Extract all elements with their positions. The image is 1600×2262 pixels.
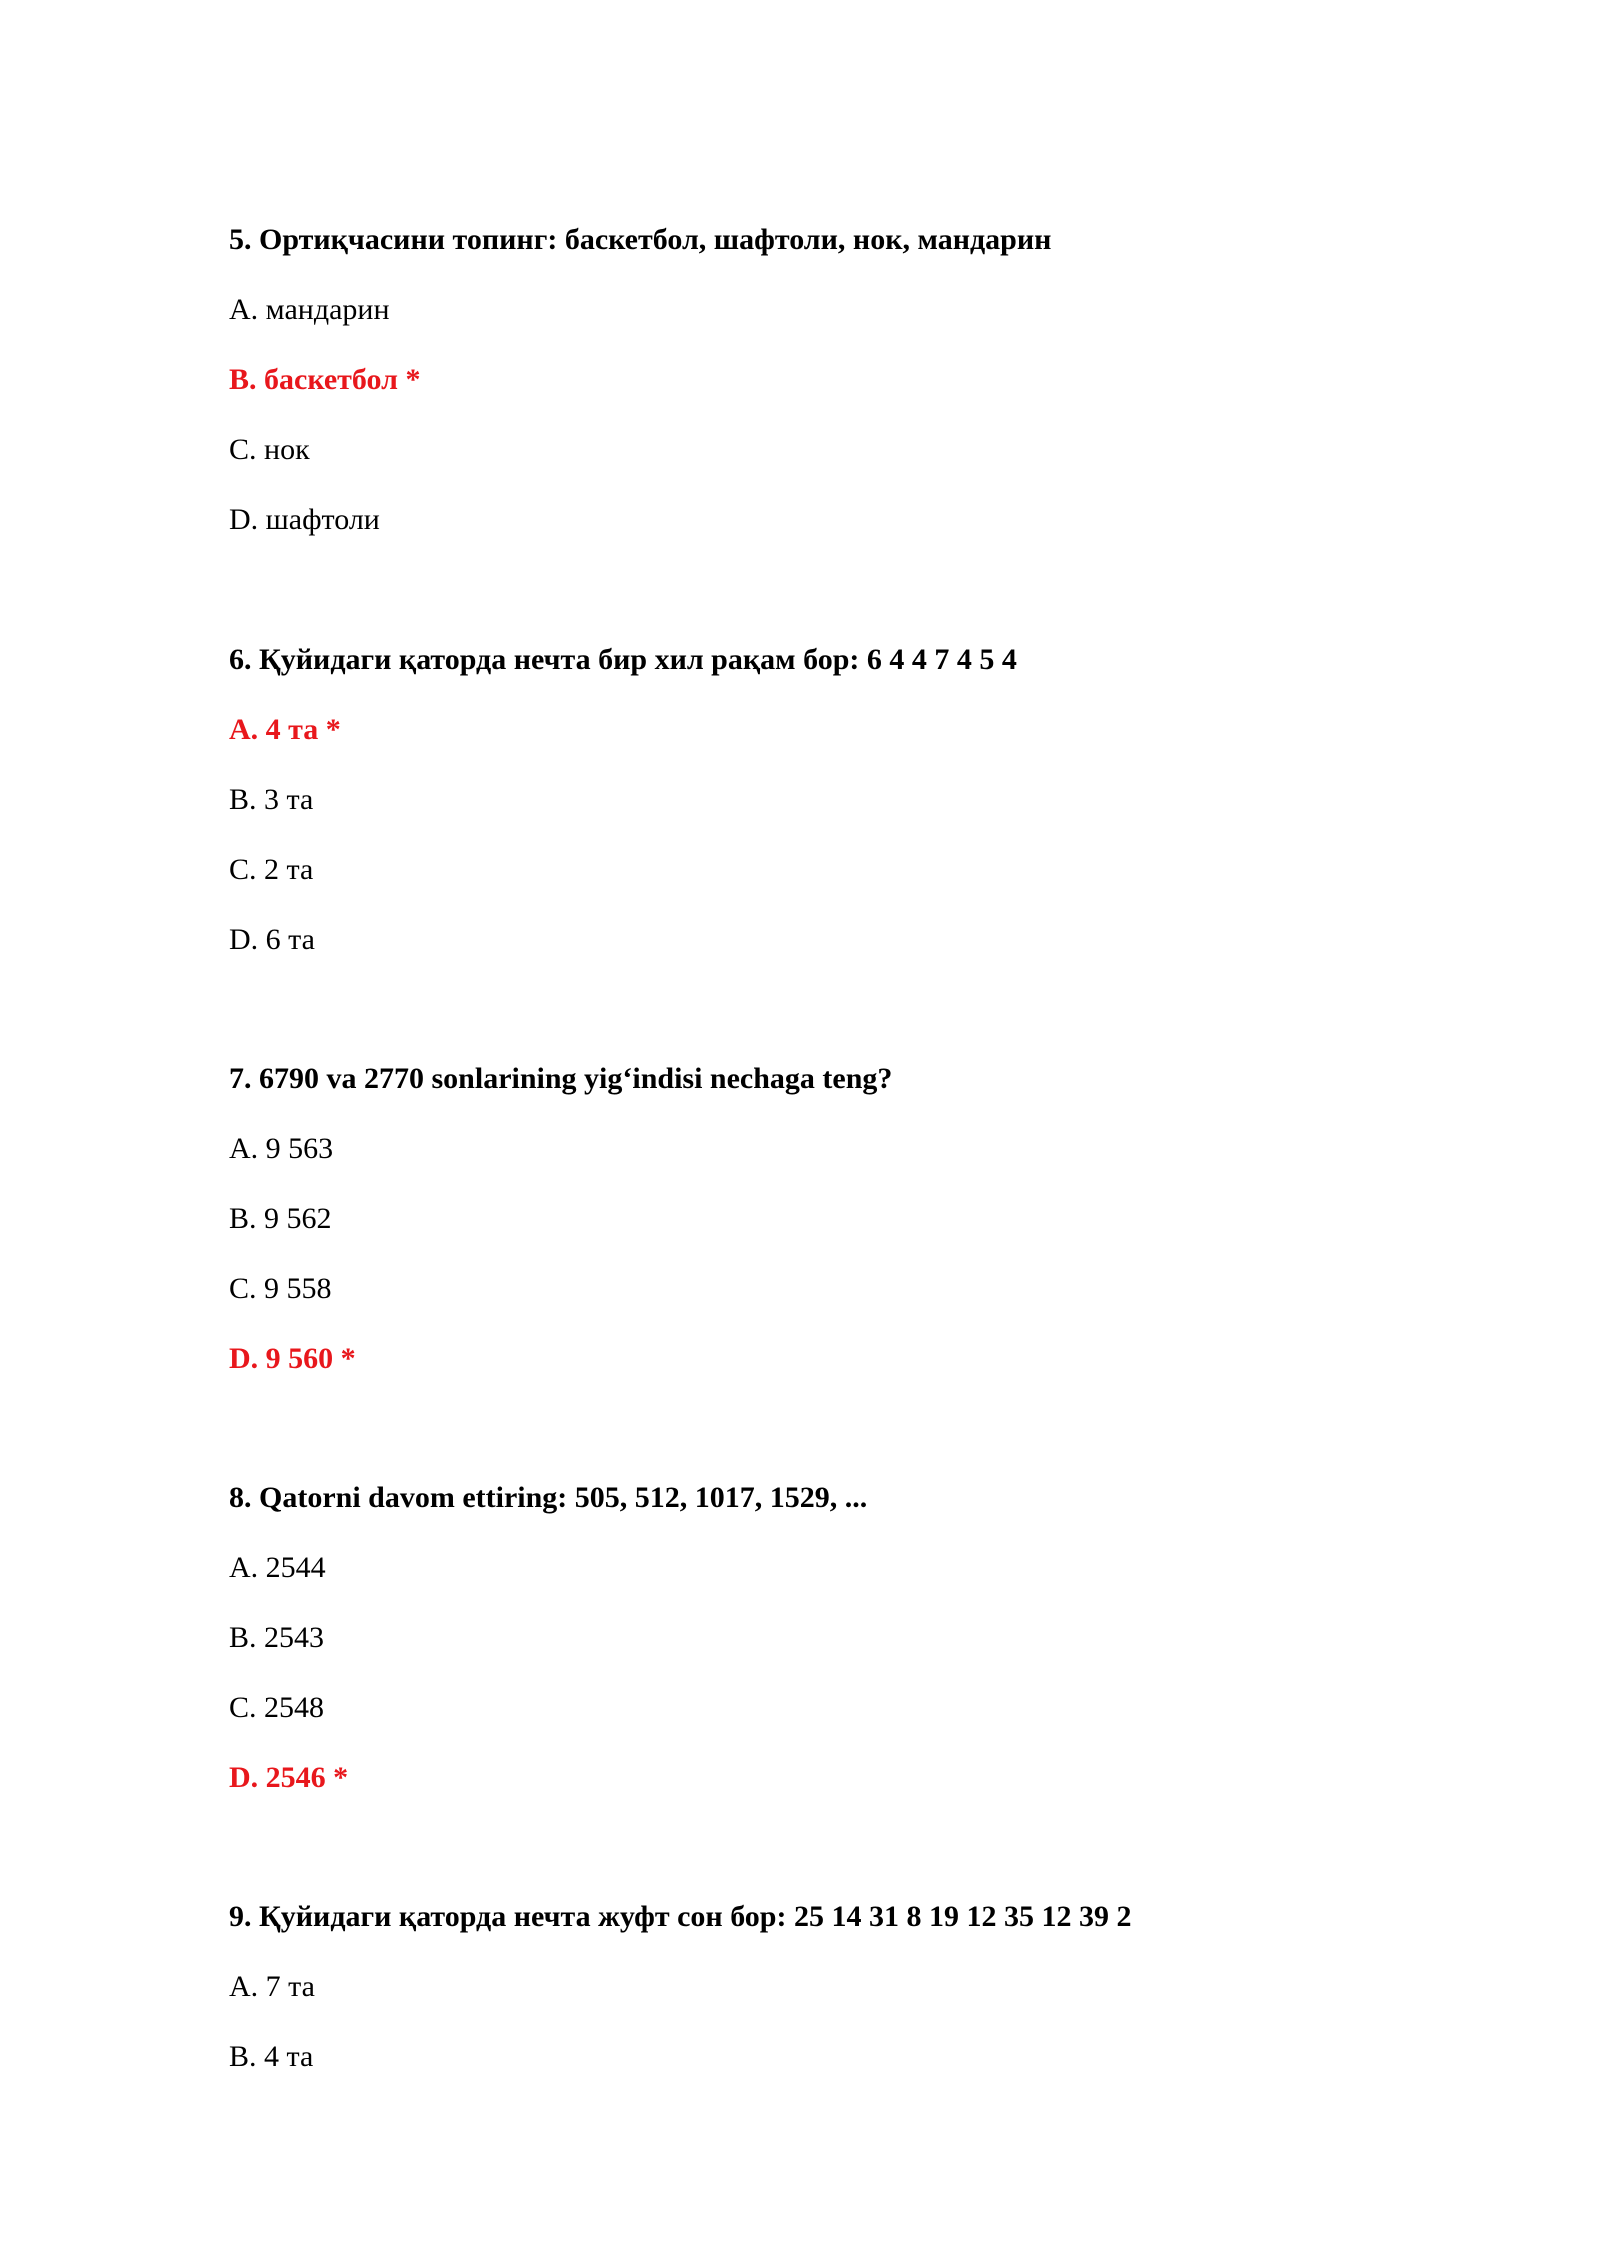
question-5-option-d: D. шафтоли <box>229 503 380 536</box>
question-7-option-d-correct: D. 9 560 * <box>229 1342 356 1375</box>
question-9-text: 9. Қуйидаги қаторда нечта жуфт сон бор: 25 14 31 8 19 12 35 12 39 2 <box>229 1900 1132 1933</box>
question-8-text: 8. Qatorni davom ettiring: 505, 512, 1017, 1529, ... <box>229 1481 868 1514</box>
question-8-option-a: A. 2544 <box>229 1551 326 1584</box>
question-6-option-a-correct: A. 4 та * <box>229 713 341 746</box>
question-5-option-b-correct: B. баскетбол * <box>229 363 421 396</box>
question-5-text: 5. Ортиқчасини топинг: баскетбол, шафтоли, нок, мандарин <box>229 223 1052 256</box>
question-7-option-a: A. 9 563 <box>229 1132 334 1165</box>
question-7-option-c: C. 9 558 <box>229 1272 332 1305</box>
question-8-option-c: C. 2548 <box>229 1691 325 1724</box>
question-8-option-d-correct: D. 2546 * <box>229 1761 349 1794</box>
question-9-option-b: B. 4 та <box>229 2040 314 2073</box>
question-6-option-d: D. 6 та <box>229 923 315 956</box>
question-5-option-a: A. мандарин <box>229 293 390 326</box>
question-6-option-b: B. 3 та <box>229 783 314 816</box>
question-6-text: 6. Қуйидаги қаторда нечта бир хил рақам бор: 6 4 4 7 4 5 4 <box>229 643 1017 676</box>
question-5-option-c: C. нок <box>229 433 310 466</box>
question-7-text: 7. 6790 va 2770 sonlarining yig‘indisi nechaga teng? <box>229 1062 893 1095</box>
question-7-option-b: B. 9 562 <box>229 1202 332 1235</box>
question-9-option-a: A. 7 та <box>229 1970 315 2003</box>
question-6-option-c: C. 2 та <box>229 853 314 886</box>
question-8-option-b: B. 2543 <box>229 1621 325 1654</box>
